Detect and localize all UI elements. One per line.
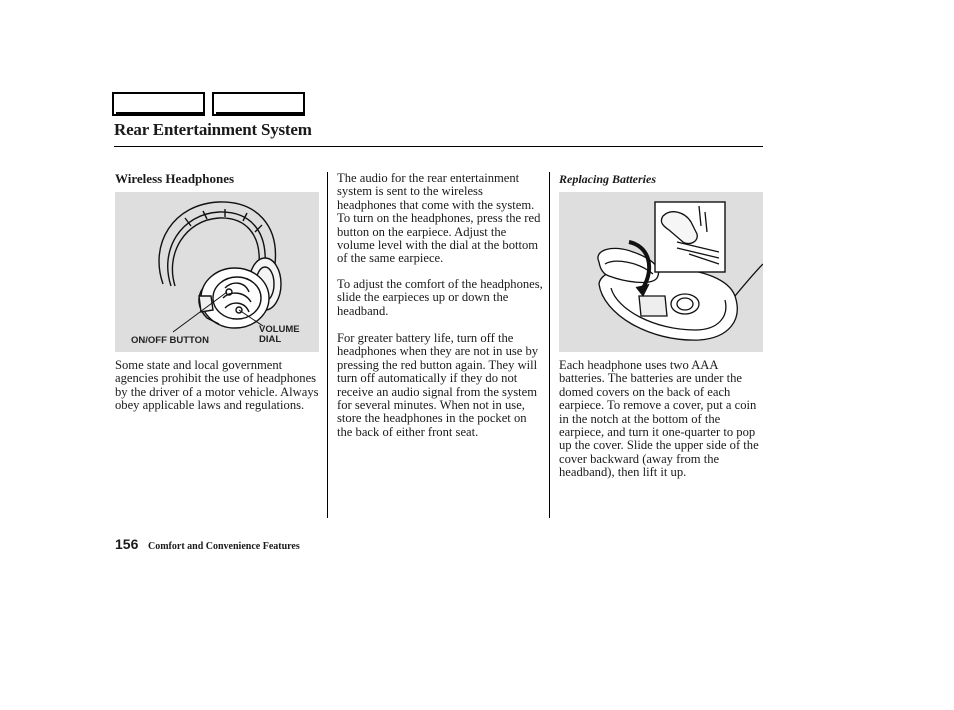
header-tab-1	[112, 92, 205, 116]
footer-section-title: Comfort and Convenience Features	[148, 541, 300, 552]
section-heading-replacing-batteries: Replacing Batteries	[559, 172, 656, 186]
battery-replacement-illustration	[559, 192, 763, 352]
column-divider-1	[327, 172, 328, 518]
middle-paragraph-3: For greater battery life, turn off the headphones when they are not in use by pressing the red button again. They will turn off automatically if they do not receive an audio signal from the system for several minutes. When not in use, store the headphones in the pocket on the back of either front seat.	[337, 331, 539, 439]
middle-paragraph-1: The audio for the rear entertainment system is sent to the wireless headphones that come with the system. To turn on the headphones, press the red button on the earpiece. Adjust the volume level with the dial at the bottom of the same earpiece.	[337, 171, 541, 266]
headphones-illustration	[115, 192, 319, 352]
column-divider-2	[549, 172, 550, 518]
header-tab-2	[212, 92, 305, 116]
on-off-button-label: ON/OFF BUTTON	[131, 335, 209, 346]
battery-cover-drawing	[559, 192, 763, 352]
volume-dial-label: VOLUME DIAL	[259, 324, 300, 345]
page-number: 156	[115, 536, 139, 552]
right-body-text: Each headphone uses two AAA batteries. The batteries are under the domed covers on the back of each earpiece. To remove a cover, put a coin in the notch at the bottom of the earpiece, and turn it one-quarter to pop up the cover. Slide the upper side of the cover backward (away from the headband), then lift it up.	[559, 358, 759, 480]
left-body-text: Some state and local government agencies prohibit the use of headphones by the driver of a motor vehicle. Always obey applicable laws and regulations.	[115, 358, 319, 413]
section-heading-wireless-headphones: Wireless Headphones	[115, 171, 235, 186]
page-title: Rear Entertainment System	[114, 120, 312, 139]
title-rule	[114, 146, 763, 147]
middle-paragraph-2: To adjust the comfort of the headphones, slide the earpieces up or down the headband.	[337, 277, 543, 318]
